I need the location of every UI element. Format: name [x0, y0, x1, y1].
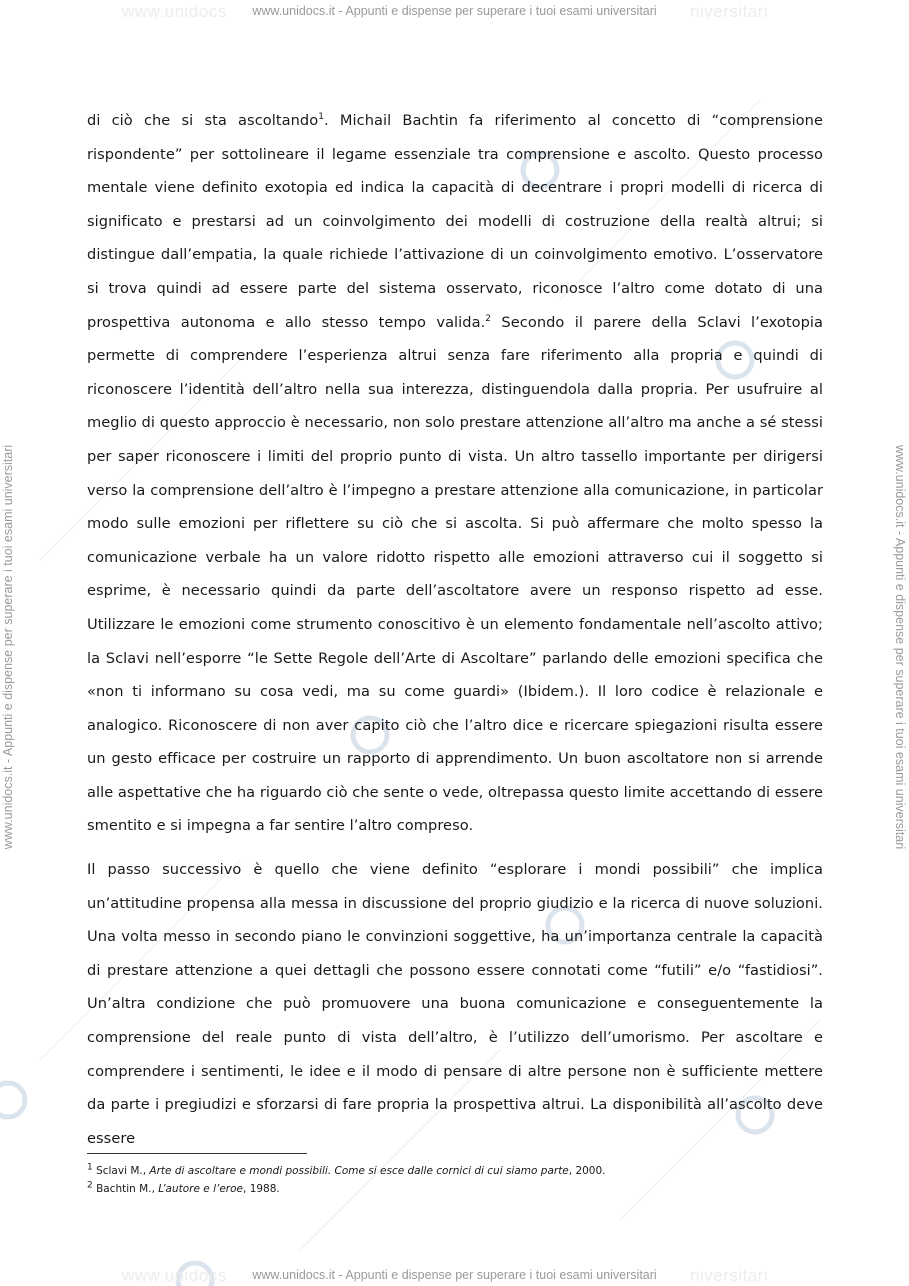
- watermark-left: www.unidocs.it - Appunti e dispense per superare i tuoi esami universitari: [1, 444, 15, 850]
- watermark-ghost-right-bottom: niversitari: [690, 1266, 769, 1285]
- footnote-divider: [87, 1153, 307, 1154]
- footnote-ref-1: 1: [318, 112, 325, 123]
- footnote-ref-2: 2: [485, 313, 492, 324]
- footnote-title: L’autore e l’eroe: [158, 1183, 244, 1195]
- body-text: [87, 104, 823, 1165]
- footnote-rest: , 2000.: [568, 1165, 606, 1177]
- footnotes: [87, 1162, 823, 1198]
- footnote-rest: , 1988.: [243, 1183, 280, 1195]
- footnote-2: [87, 1180, 823, 1198]
- watermark-ghost-left-bottom: www.unidocs: [122, 1266, 227, 1285]
- footnote-author: Sclavi M.,: [96, 1165, 147, 1177]
- footnote-title: Arte di ascoltare e mondi possibili. Come si esce dalle cornici di cui siamo parte: [149, 1165, 569, 1177]
- watermark-ghost-left: www.unidocs: [122, 2, 227, 21]
- watermark-right: www.unidocs.it - Appunti e dispense per superare i tuoi esami universitari: [893, 444, 907, 850]
- text-segment: . Michail Bachtin fa riferimento al concetto di “comprensione rispondente” per sottolineare il legame essenziale tra comprensione e ascolto. Questo processo mentale viene definito exotopia ed indica la capacità di decentrare i propri modelli di ricerca di significato e prestarsi ad un coinvolgimento dei modelli di costruzione della realtà altrui; si distingue dall’empatia, la quale richiede l’attivazione di un coinvolgimento emotivo. L’osservatore si trova quindi ad essere parte del sistema osservato, riconosce l’altro come dotato di una prospettiva autonoma e allo stesso tempo valida.: [87, 112, 823, 331]
- text-segment: Secondo il parere della Sclavi l’exotopia permette di comprendere l’esperienza altrui senza fare riferimento alla propria e quindi di riconoscere l’identità dell’altro nella sua interezza, distinguendola dalla propria. Per usufruire al meglio di questo approccio è necessario, non solo prestare attenzione all’altro ma anche a sé stessi per saper riconoscere i limiti del proprio punto di vista. Un altro tassello importante per dirigersi verso la comprensione dell’altro è l’impegno a prestare attenzione alla comunicazione, in particolar modo sulle emozioni per riflettere su ciò che si ascolta. Si può affermare che molto spesso la comunicazione verbale ha un valore ridotto rispetto alle emozioni attraverso cui il soggetto si esprime, è necessario quindi da parte dell’ascoltatore avere un responso rispetto ad esse. Utilizzare le emozioni come strumento conoscitivo è un elemento fondamentale nell’ascolto attivo; la Sclavi nell’esporre “le Sette Regole dell’Arte di Ascoltare” parlando delle emozioni specifica che «non ti informano su cosa vedi, ma su come guardi» (Ibidem.). Il loro codice è relazionale e analogico. Riconoscere di non aver capito ciò che l’altro dice e ricercare spiegazioni risulta essere un gesto efficace per costruire un rapporto di apprendimento. Un buon ascoltatore non si arrende alle aspettative che ha riguardo ciò che sente o vede, oltrepassa questo limite accettando di essere smentito e si impegna a far sentire l’altro compreso.: [87, 313, 823, 835]
- paragraph-1: [87, 104, 823, 843]
- text-segment: di ciò che si sta ascoltando: [87, 112, 319, 129]
- footnote-number: 2: [87, 1180, 93, 1191]
- footnote-author: Bachtin M.,: [96, 1183, 155, 1195]
- watermark-ghost-right: niversitari: [690, 2, 769, 21]
- watermark-top: www.unidocs.it - Appunti e dispense per superare i tuoi esami universitari: [252, 4, 657, 18]
- paragraph-2: Il passo successivo è quello che viene definito “esplorare i mondi possibili” che implica un’attitudine propensa alla messa in discussione del proprio giudizio e la ricerca di nuove soluzioni. Una volta messo in secondo piano le convinzioni soggettive, ha un’importanza centrale la capacità di prestare attenzione a quei dettagli che possono essere connotati come “futili” e/o “fastidiosi”. Un’altra condizione che può promuovere una buona comunicazione e conseguentemente la comprensione del reale punto di vista dell’altro, è l’utilizzo dell’umorismo. Per ascoltare e comprendere i sentimenti, le idee e il modo di pensare di altre persone non è sufficiente mettere da parte i pregiudizi e sforzarsi di fare propria la prospettiva altrui. La disponibilità all’ascolto deve essere: [87, 861, 823, 1147]
- footnote-1: [87, 1162, 823, 1180]
- watermark-bottom: www.unidocs.it - Appunti e dispense per superare i tuoi esami universitari: [252, 1268, 657, 1282]
- footnote-number: 1: [87, 1162, 93, 1173]
